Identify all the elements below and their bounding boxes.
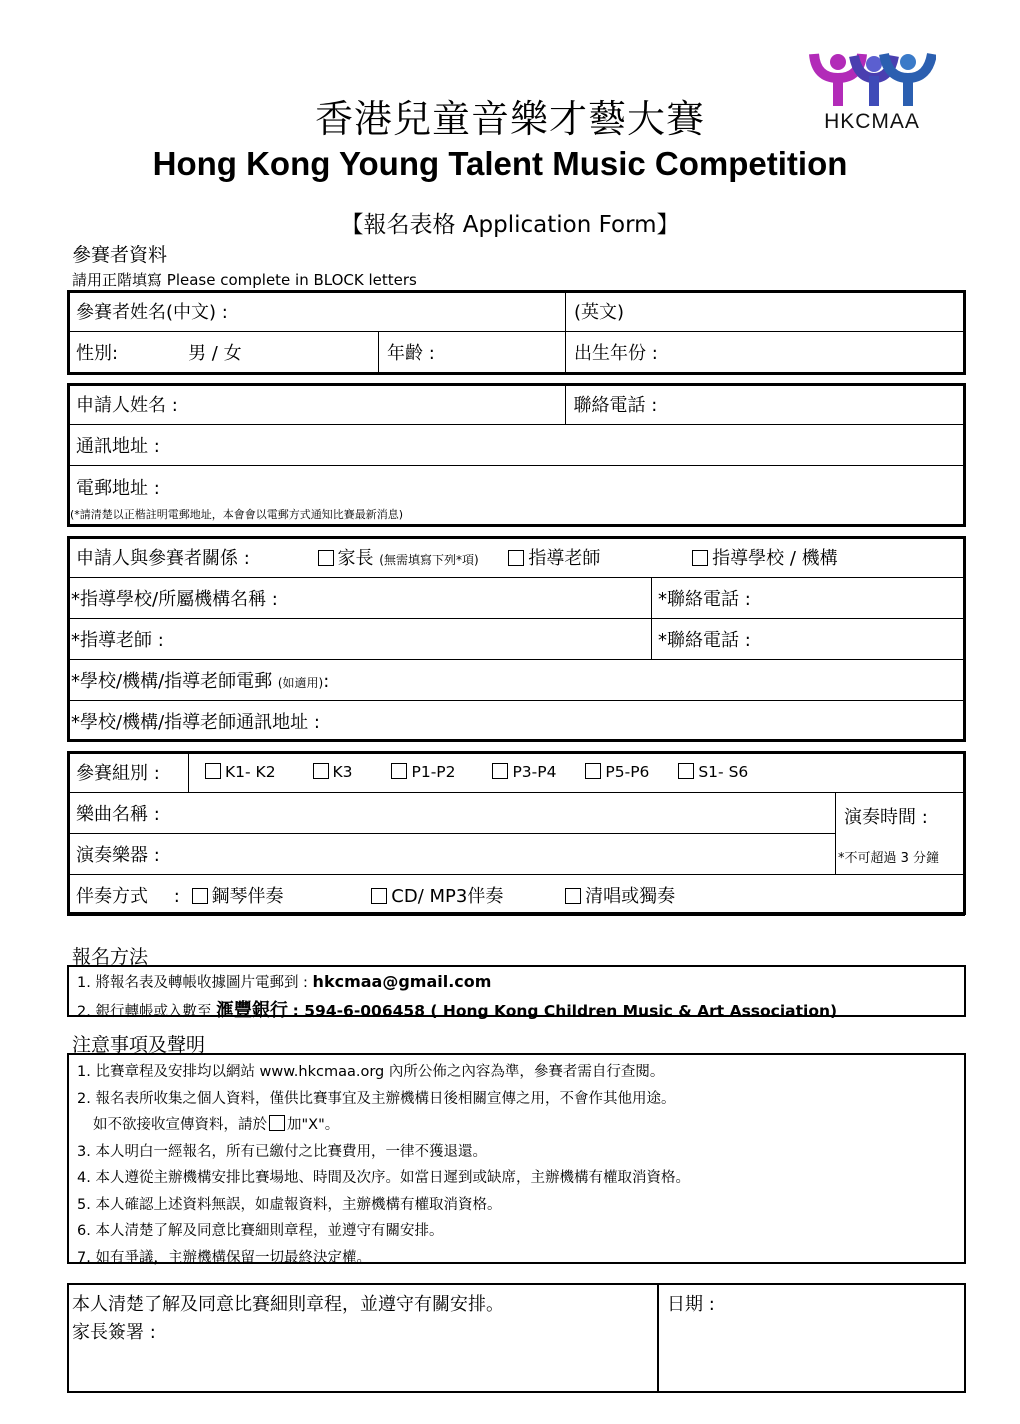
birth-year-field[interactable]: 出生年份 : xyxy=(566,332,965,373)
relationship-school-option[interactable]: 指導學校 / 機構 xyxy=(692,548,838,569)
hkcmaa-logo xyxy=(808,48,936,138)
teacher-phone-field[interactable]: *聯絡電話 : xyxy=(652,619,965,660)
gender-field[interactable]: 性別: 男 / 女 xyxy=(68,332,379,373)
accomp-piano-checkbox[interactable] xyxy=(192,888,208,904)
agreement-text: 本人清楚了解及同意比賽細則章程，並遵守有關安排。 xyxy=(72,1294,504,1315)
group-p5p6-checkbox[interactable] xyxy=(585,763,601,779)
accomp-solo-option[interactable]: 清唱或獨奏 xyxy=(565,886,675,907)
form-title: 【報名表格 Application Form】 xyxy=(340,212,680,238)
piece-name-field[interactable]: 樂曲名稱 : xyxy=(68,793,836,834)
registration-email: hkcmaa@gmail.com xyxy=(312,972,492,991)
school-address-field[interactable]: *學校/機構/指導老師通訊地址 : xyxy=(68,701,965,742)
email-note: (*請清楚以正楷註明電郵地址，本會會以電郵方式通知比賽最新消息) xyxy=(70,508,404,521)
teacher-checkbox[interactable] xyxy=(508,550,524,566)
accomp-solo-checkbox[interactable] xyxy=(565,888,581,904)
group-p3p4-option[interactable]: P3-P4 xyxy=(492,763,556,781)
optout-checkbox[interactable] xyxy=(269,1115,285,1131)
note-item-optout: 如不欲接收宣傳資料，請於 加"X"。 xyxy=(93,1117,340,1133)
logo-text: HKCMAA xyxy=(824,110,920,133)
group-k1k2-checkbox[interactable] xyxy=(205,763,221,779)
applicant-address-field[interactable]: 通訊地址 : xyxy=(68,425,965,466)
school-checkbox[interactable] xyxy=(692,550,708,566)
age-field[interactable]: 年齡 : xyxy=(379,332,566,373)
note-item: 6. 本人清楚了解及同意比賽細則章程，並遵守有關安排。 xyxy=(77,1223,444,1239)
applicant-phone-field[interactable]: 聯絡電話 : xyxy=(565,384,964,425)
page-title-zh: 香港兒童音樂才藝大賽 xyxy=(314,97,705,141)
registration-box xyxy=(67,965,966,1021)
gender-options: 男 / 女 xyxy=(188,343,242,364)
registration-line-1: 1. 將報名表及轉帳收據圖片電郵到 : hkcmaa@gmail.com xyxy=(77,972,492,991)
group-p1p2-option[interactable]: P1-P2 xyxy=(391,763,455,781)
group-p3p4-checkbox[interactable] xyxy=(492,763,508,779)
applicant-name-field[interactable]: 申請人姓名 : xyxy=(68,384,566,425)
group-label: 參賽組別 : xyxy=(68,752,189,793)
group-options xyxy=(189,752,965,793)
accomp-cd-checkbox[interactable] xyxy=(371,888,387,904)
school-phone-field[interactable]: *聯絡電話 : xyxy=(652,578,965,619)
group-k3-checkbox[interactable] xyxy=(313,763,329,779)
relationship-row: 申請人與參賽者關係 : 家長 (無需填寫下列*項) 指導老師 指導學校 / 機構 xyxy=(68,537,965,578)
school-email-field[interactable]: *學校/機構/指導老師電郵 (如適用): xyxy=(68,660,965,701)
note-item: 7. 如有爭議，主辦機構保留一切最終決定權。 xyxy=(77,1249,371,1266)
signature-divider xyxy=(657,1283,659,1393)
participant-section-label: 參賽者資料 xyxy=(72,244,168,266)
duration-field[interactable]: 演奏時間 : *不可超過 3 分鐘 xyxy=(836,793,965,875)
group-k3-option[interactable]: K3 xyxy=(313,763,353,781)
group-k1k2-option[interactable]: K1- K2 xyxy=(205,763,276,781)
registration-section-label: 報名方法 xyxy=(72,946,149,968)
group-p1p2-checkbox[interactable] xyxy=(391,763,407,779)
note-item: 1. 比賽章程及安排均以網站 www.hkcmaa.org 內所公佈之內容為準，參賽者需自行查閱。 xyxy=(77,1064,665,1080)
participant-name-en-field[interactable]: (英文) xyxy=(566,291,965,332)
notes-box xyxy=(67,1053,966,1264)
page-title-en: Hong Kong Young Talent Music Competition xyxy=(152,145,848,182)
group-p5p6-option[interactable]: P5-P6 xyxy=(585,763,649,781)
accompaniment-row: 伴奏方式 : 鋼琴伴奏 CD/ MP3伴奏 清唱或獨奏 xyxy=(68,875,965,916)
logo-figures-icon xyxy=(808,48,936,110)
relationship-teacher-option[interactable]: 指導老師 xyxy=(508,548,600,569)
group-s1s6-option[interactable]: S1- S6 xyxy=(678,763,748,781)
accomp-piano-option[interactable]: 鋼琴伴奏 xyxy=(192,886,284,907)
school-name-field[interactable]: *指導學校/所屬機構名稱 : xyxy=(68,578,652,619)
notes-section-label: 注意事項及聲明 xyxy=(72,1034,206,1056)
block-letters-instruction: 請用正階填寫 Please complete in BLOCK letters xyxy=(72,271,417,289)
applicant-email-field[interactable]: 電郵地址 : (*請清楚以正楷註明電郵地址，本會會以電郵方式通知比賽最新消息) xyxy=(68,466,965,526)
registration-line-2: 2. 銀行轉帳或入數至 滙豐銀行 : 594-6-006458 ( Hong Kong Children Music & Art Association) xyxy=(77,1000,838,1021)
note-item: 3. 本人明白一經報名，所有已繳付之比賽費用，一律不獲退還。 xyxy=(77,1143,487,1160)
teacher-name-field[interactable]: *指導老師 : xyxy=(68,619,652,660)
parent-signature-field[interactable]: 家長簽署 : xyxy=(72,1322,156,1343)
group-s1s6-checkbox[interactable] xyxy=(678,763,694,779)
date-field[interactable]: 日期 : xyxy=(667,1294,715,1315)
participant-name-zh-field[interactable]: 參賽者姓名(中文) : xyxy=(68,291,566,332)
parent-checkbox[interactable] xyxy=(318,550,334,566)
note-item: 2. 報名表所收集之個人資料，僅供比賽事宜及主辦機構日後相關宣傳之用，不會作其他用途。 xyxy=(77,1090,676,1107)
note-item: 5. 本人確認上述資料無誤，如虛報資料，主辦機構有權取消資格。 xyxy=(77,1196,502,1213)
instrument-field[interactable]: 演奏樂器 : xyxy=(68,834,836,875)
relationship-parent-option[interactable]: 家長 (無需填寫下列*項) xyxy=(318,548,479,569)
note-item: 4. 本人遵從主辦機構安排比賽場地、時間及次序。如當日遲到或缺席，主辦機構有權取消資格。 xyxy=(77,1170,690,1186)
accomp-cd-option[interactable]: CD/ MP3伴奏 xyxy=(371,886,503,907)
duration-note: *不可超過 3 分鐘 xyxy=(838,851,940,866)
